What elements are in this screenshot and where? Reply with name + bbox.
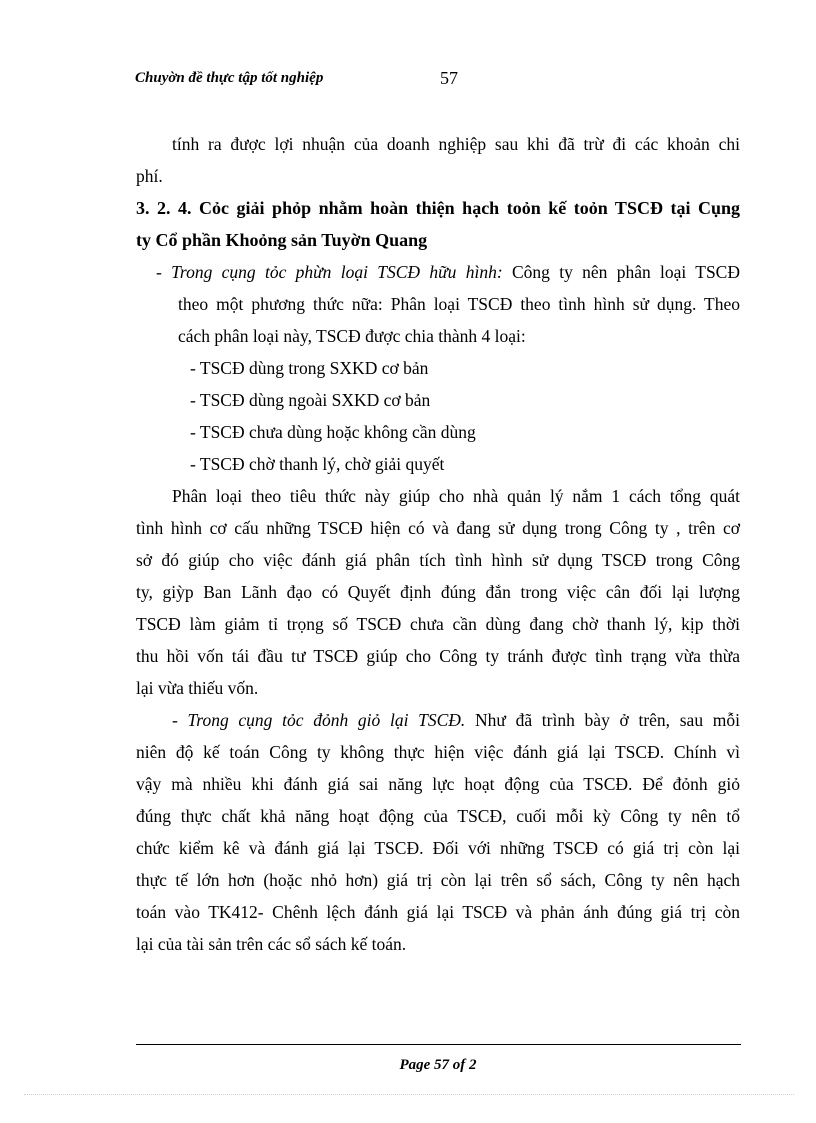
page-edge-divider — [24, 1094, 794, 1095]
paragraph-line: chức kiểm kê và đánh giá lại TSCĐ. Đối với những TSCĐ có giá trị còn lại — [136, 838, 740, 858]
paragraph-line: đúng thực chất khả năng hoạt động của TSCĐ, cuối mỗi kỳ Công ty nên tổ — [136, 806, 740, 826]
paragraph-line: Phân loại theo tiêu thức này giúp cho nhà quản lý nắm 1 cách tổng quát — [172, 486, 740, 506]
list-item — [136, 704, 740, 736]
section-heading: 3. 2. 4. Cỏc giải phỏp nhằm hoàn thiện hạch toỏn kế toỏn TSCĐ tại Cụng — [136, 198, 740, 218]
list-item — [136, 256, 740, 288]
paragraph-line: lại của tài sản trên các sổ sách kế toán. — [136, 934, 407, 954]
paragraph-line: phí. — [136, 166, 163, 186]
bullet-item: - TSCĐ dùng trong SXKD cơ bản — [190, 358, 429, 378]
section-heading: ty Cổ phần Khoỏng sản Tuyờn Quang — [136, 230, 428, 250]
item-text: Công ty nên phân loại TSCĐ — [502, 262, 740, 282]
paragraph-line: sở đó giúp cho việc đánh giá phân tích tình hình sử dụng TSCĐ trong Công — [136, 550, 740, 570]
paragraph-line: TSCĐ làm giảm tỉ trọng số TSCĐ chưa cần dùng đang chờ thanh lý, kịp thời — [136, 614, 740, 634]
item-text: Như đã trình bày ở trên, sau mỗi — [465, 710, 740, 730]
paragraph-line: thu hồi vốn tái đầu tư TSCĐ giúp cho Công ty tránh được tình trạng vừa thừa — [136, 646, 740, 666]
bullet-item: - TSCĐ dùng ngoài SXKD cơ bản — [190, 390, 431, 410]
bullet-item: - TSCĐ chờ thanh lý, chờ giải quyết — [190, 454, 445, 474]
item-italic-label: Trong cụng tỏc đỏnh giỏ lại TSCĐ. — [187, 710, 466, 730]
list-item-line: theo một phương thức nữa: Phân loại TSCĐ theo tình hình sử dụng. Theo — [178, 294, 740, 314]
item-prefix: - — [172, 710, 188, 730]
paragraph-line: ty, giỳp Ban Lãnh đạo có Quyết định đúng đắn trong việc cân đối lại lượng — [136, 582, 740, 602]
header-page-number: 57 — [440, 68, 458, 88]
paragraph-line: vậy mà nhiều khi đánh giá sai năng lực hoạt động của TSCĐ. Để đỏnh giỏ — [136, 774, 740, 794]
header-title: Chuyờn đề thực tập tốt nghiệp — [135, 70, 324, 86]
item-italic-label: Trong cụng tỏc phừn loại TSCĐ hữu hình: — [171, 262, 503, 282]
item-prefix: - — [156, 262, 172, 282]
bullet-item: - TSCĐ chưa dùng hoặc không cần dùng — [190, 422, 476, 442]
paragraph-line: tính ra được lợi nhuận của doanh nghiệp sau khi đã trừ đi các khoản chi — [172, 134, 740, 154]
footer-divider — [136, 1044, 741, 1045]
footer-page-label: Page 57 of 2 — [399, 1057, 477, 1073]
list-item-line: cách phân loại này, TSCĐ được chia thành 4 loại: — [178, 326, 526, 346]
paragraph-line: thực tế lớn hơn (hoặc nhỏ hơn) giá trị còn lại trên sổ sách, Công ty nên hạch — [136, 870, 740, 890]
paragraph-line: lại vừa thiếu vốn. — [136, 678, 259, 698]
paragraph-line: tình hình cơ cấu những TSCĐ hiện có và đang sử dụng trong Công ty , trên cơ — [136, 518, 740, 538]
document-body — [136, 128, 740, 960]
paragraph-line: toán vào TK412- Chênh lệch đánh giá lại TSCĐ và phản ánh đúng giá trị còn — [136, 902, 740, 922]
paragraph-line: niên độ kế toán Công ty không thực hiện việc đánh giá lại TSCĐ. Chính vì — [136, 742, 740, 762]
